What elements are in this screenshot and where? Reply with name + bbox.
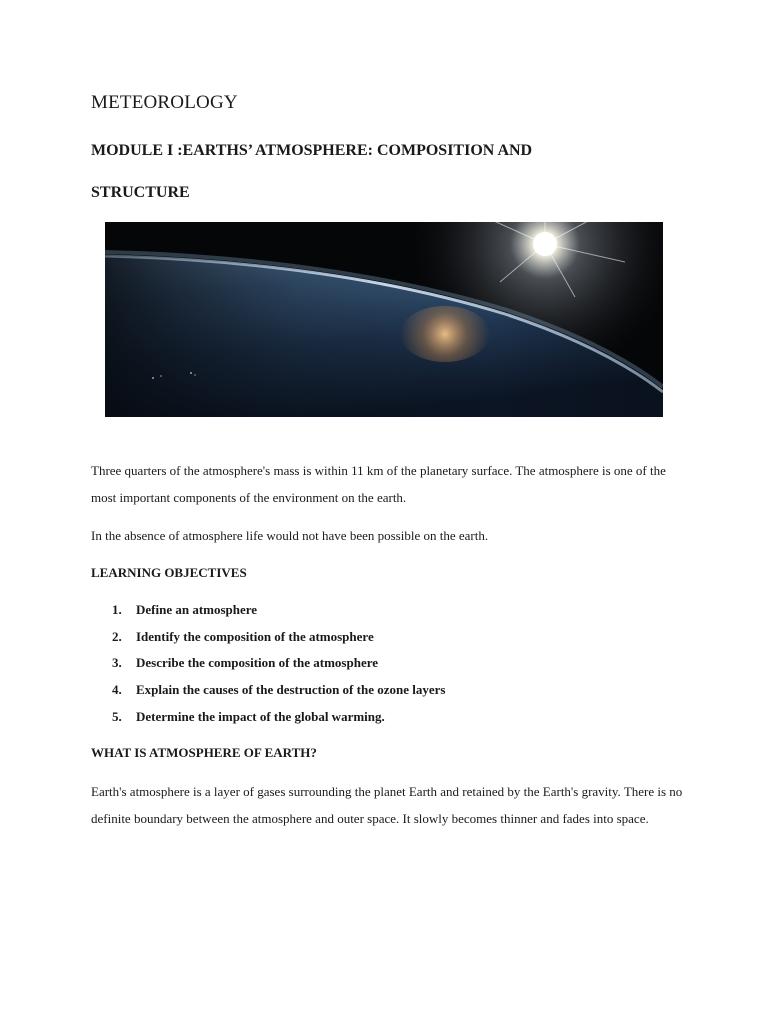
objectives-heading: LEARNING OBJECTIVES bbox=[91, 565, 247, 580]
list-text: Explain the causes of the destruction of the ozone layers bbox=[136, 682, 446, 698]
list-number: 2. bbox=[112, 628, 122, 644]
document-title: METEOROLOGY bbox=[91, 92, 238, 113]
list-number: 4. bbox=[112, 682, 122, 698]
list-text: Identify the composition of the atmosphere bbox=[136, 628, 374, 644]
definition-paragraph: Earth's atmosphere is a layer of gases surrounding the planet Earth and retained by the Earth's gravity. There is no definite boundary between the atmosphere and outer space. It slowly becomes thinner and fades into space. bbox=[91, 784, 683, 826]
list-number: 1. bbox=[112, 602, 122, 617]
earth-horizon-image bbox=[105, 222, 663, 417]
module-heading-line1: MODULE I :EARTHS’ ATMOSPHERE: COMPOSITION AND bbox=[91, 142, 533, 159]
list-number: 5. bbox=[112, 708, 122, 724]
what-is-atmosphere-heading: WHAT IS ATMOSPHERE OF EARTH? bbox=[91, 745, 317, 760]
list-text: Define an atmosphere bbox=[136, 602, 258, 617]
list-number: 3. bbox=[112, 655, 122, 671]
absence-paragraph: In the absence of atmosphere life would not have been possible on the earth. bbox=[91, 528, 489, 543]
intro-paragraph: Three quarters of the atmosphere's mass is within 11 km of the planetary surface. The atmosphere is one of the most important components of the environment on the earth. bbox=[91, 463, 666, 505]
list-text: Determine the impact of the global warming. bbox=[136, 708, 385, 724]
list-text: Describe the composition of the atmosphere bbox=[136, 655, 379, 671]
module-heading-line2: STRUCTURE bbox=[91, 184, 190, 201]
earth-horizon-photo-icon bbox=[105, 222, 663, 417]
